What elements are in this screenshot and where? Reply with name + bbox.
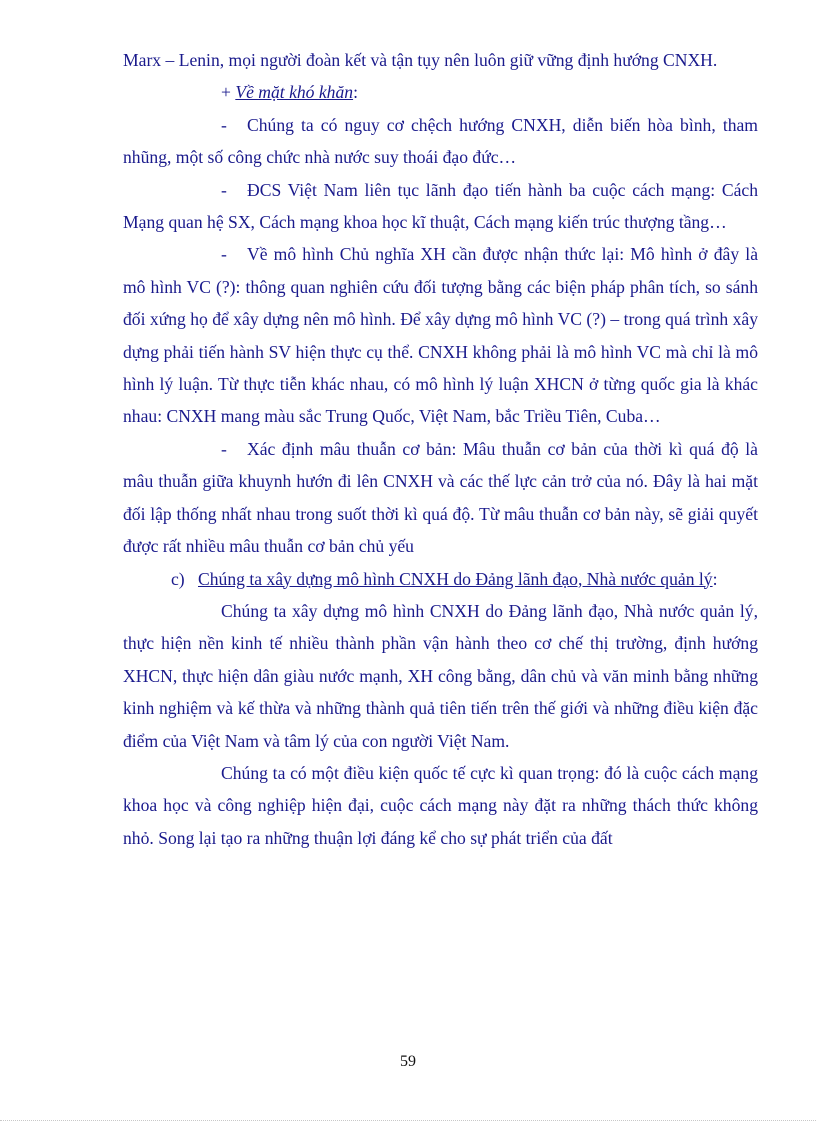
paragraph-continuation: Marx – Lenin, mọi người đoàn kết và tận tụy nên luôn giữ vững định hướng CNXH. xyxy=(123,50,718,70)
page-number: 59 xyxy=(400,1053,416,1070)
bullet-item xyxy=(123,109,758,174)
section-c-heading xyxy=(123,563,758,595)
bullet-text: Về mô hình Chủ nghĩa XH cần được nhận thức lại: Mô hình ở đây là mô hình VC (?): thông quan nghiên cứu đối tượng bằng các biện pháp phân tích, so sánh đối xứng họ để xây dựng nên mô hình. Để xây dựng mô hình VC (?) – trong quá trình xây dựng phải tiến hành SV hiện thực cụ thể. CNXH không phải là mô hình VC mà chỉ là mô hình lý luận. Từ thực tiễn khác nhau, có mô hình lý luận XHCN ở từng quốc gia là khác nhau: CNXH mang màu sắc Trung Quốc, Việt Nam, bắc Triều Tiên, Cuba… xyxy=(123,244,758,427)
bullet-marker: - xyxy=(221,114,227,135)
paragraph: Chúng ta xây dựng mô hình CNXH do Đảng lãnh đạo, Nhà nước quản lý, thực hiện nền kinh tế nhiều thành phần vận hành theo cơ chế thị trường, định hướng XHCN, thực hiện dân giàu nước mạnh, XH công bằng, dân chủ và văn minh bằng những kinh nghiệm và kế thừa và những thành quả tiên tiến trên thế giới và những điều kiện đặc điểm của Việt Nam và tâm lý của con người Việt Nam. xyxy=(123,600,758,751)
paragraph: Chúng ta có một điều kiện quốc tế cực kì quan trọng: đó là cuộc cách mạng khoa học và công nghiệp hiện đại, cuộc cách mạng này đặt ra những thách thức không nhỏ. Song lại tạo ra những thuận lợi đáng kể cho sự phát triển của đất xyxy=(123,762,758,848)
difficulty-prefix: + xyxy=(221,82,236,103)
bullet-item xyxy=(123,174,758,239)
bullet-item xyxy=(123,433,758,563)
bullet-marker: - xyxy=(221,438,227,459)
page-bottom-divider xyxy=(0,1120,816,1121)
bullet-marker: - xyxy=(221,179,227,200)
bullet-marker: - xyxy=(221,244,227,265)
bullet-item xyxy=(123,238,758,432)
difficulty-heading xyxy=(123,76,758,108)
bullet-text: ĐCS Việt Nam liên tục lãnh đạo tiến hành ba cuộc cách mạng: Cách Mạng quan hệ SX, Cách mạng khoa học kĩ thuật, Cách mạng kiến trúc thượng tầng… xyxy=(123,179,758,233)
difficulty-suffix: : xyxy=(353,82,358,103)
difficulty-heading-text: Về mặt khó khăn xyxy=(235,82,354,103)
bullet-text: Chúng ta có nguy cơ chệch hướng CNXH, diễn biến hòa bình, tham nhũng, một số công chức nhà nước suy thoái đạo đức… xyxy=(123,114,758,168)
section-c-heading-text: Chúng ta xây dựng mô hình CNXH do Đảng lãnh đạo, Nhà nước quản lý xyxy=(198,568,713,589)
section-c-label: c) xyxy=(171,568,185,589)
body-text xyxy=(123,44,758,854)
bullet-text: Xác định mâu thuẫn cơ bản: Mâu thuẫn cơ bản của thời kì quá độ là mâu thuẫn giữa khuynh hướn đi lên CNXH và các thế lực cản trở của nó. Đây là hai mặt đối lập thống nhất nhau trong suốt thời kì quá độ. Từ mâu thuẫn cơ bản này, sẽ giải quyết được rất nhiều mâu thuẫn cơ bản chủ yếu xyxy=(123,438,758,557)
section-c-suffix: : xyxy=(712,568,718,589)
